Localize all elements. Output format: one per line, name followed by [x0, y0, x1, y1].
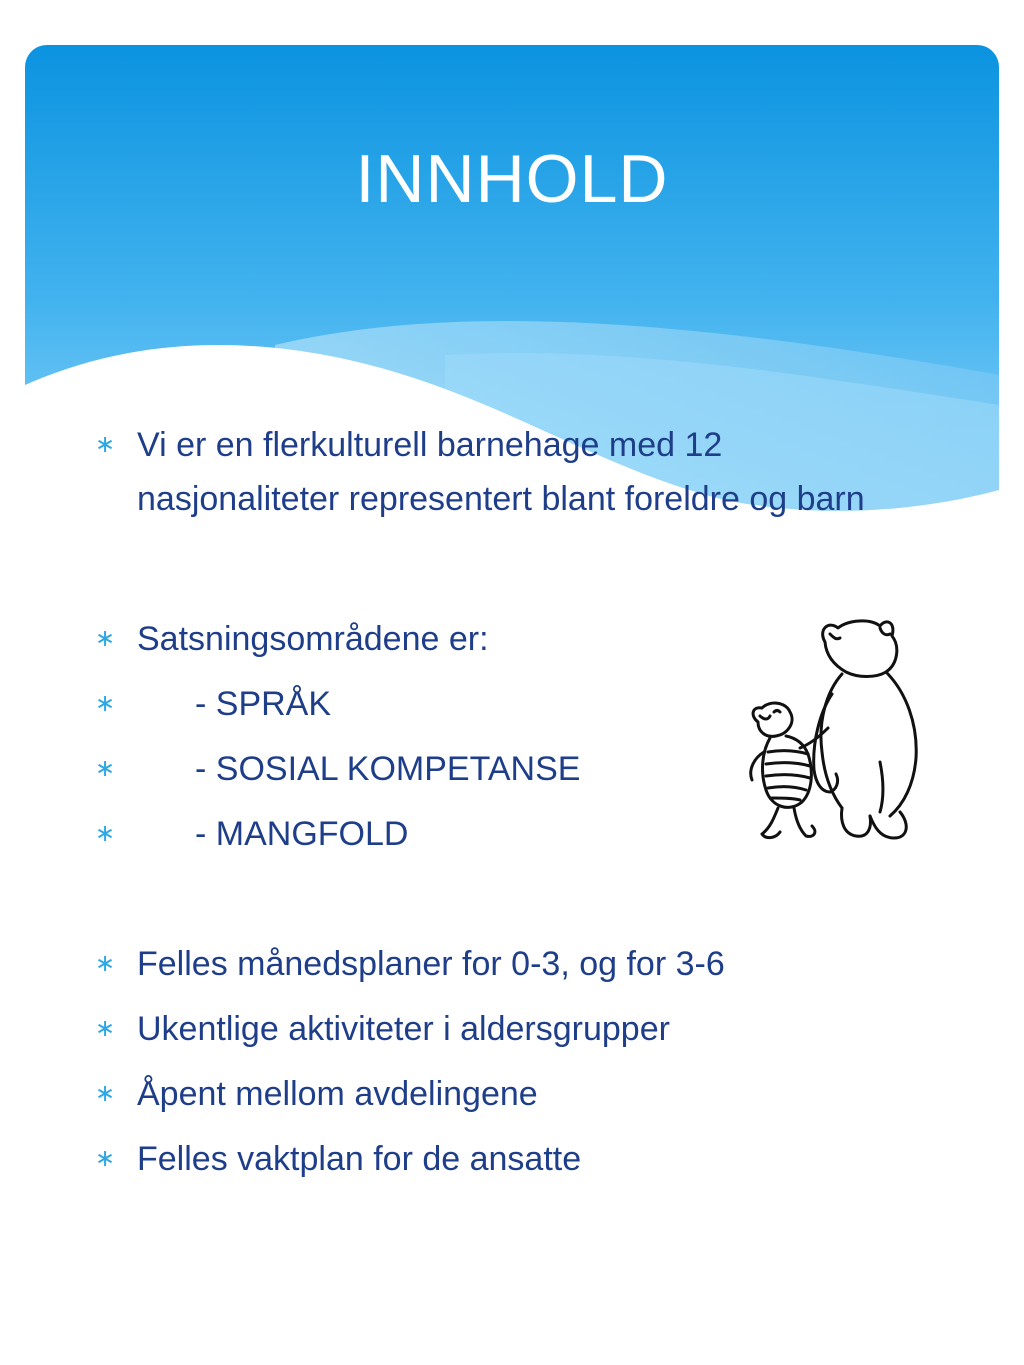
bullet-asterisk-icon: ∗	[95, 1080, 116, 1107]
bullet-asterisk-icon: ∗	[95, 820, 116, 847]
list-item	[95, 937, 895, 991]
list-item	[95, 418, 895, 526]
bullet-text: Vi er en flerkulturell barnehage med 12 nasjonaliteter representert blant foreldre og barn	[137, 426, 865, 518]
bullet-asterisk-icon: ∗	[95, 1015, 116, 1042]
bullet-asterisk-icon: ∗	[95, 755, 116, 782]
bullet-asterisk-icon: ∗	[95, 431, 116, 458]
bullet-asterisk-icon: ∗	[95, 950, 116, 977]
bullet-text: Felles månedsplaner for 0-3, og for 3-6	[137, 945, 725, 983]
list-item	[95, 1067, 895, 1121]
bullet-text: - SPRÅK	[195, 685, 332, 723]
slide-title: INNHOLD	[355, 141, 669, 217]
bullet-text: Åpent mellom avdelingene	[137, 1075, 538, 1113]
bullet-asterisk-icon: ∗	[95, 1145, 116, 1172]
list-item	[95, 1132, 895, 1186]
bullet-text: Ukentlige aktiviteter i aldersgrupper	[137, 1010, 670, 1048]
list-item	[95, 1002, 895, 1056]
bullet-text: Felles vaktplan for de ansatte	[137, 1140, 582, 1178]
bear-and-piglet-walking-icon	[730, 612, 950, 862]
bullet-asterisk-icon: ∗	[95, 690, 116, 717]
bullet-text: Satsningsområdene er:	[137, 620, 489, 658]
bullet-text: - MANGFOLD	[195, 815, 409, 853]
bullet-text: - SOSIAL KOMPETANSE	[195, 750, 581, 788]
bullet-asterisk-icon: ∗	[95, 625, 116, 652]
